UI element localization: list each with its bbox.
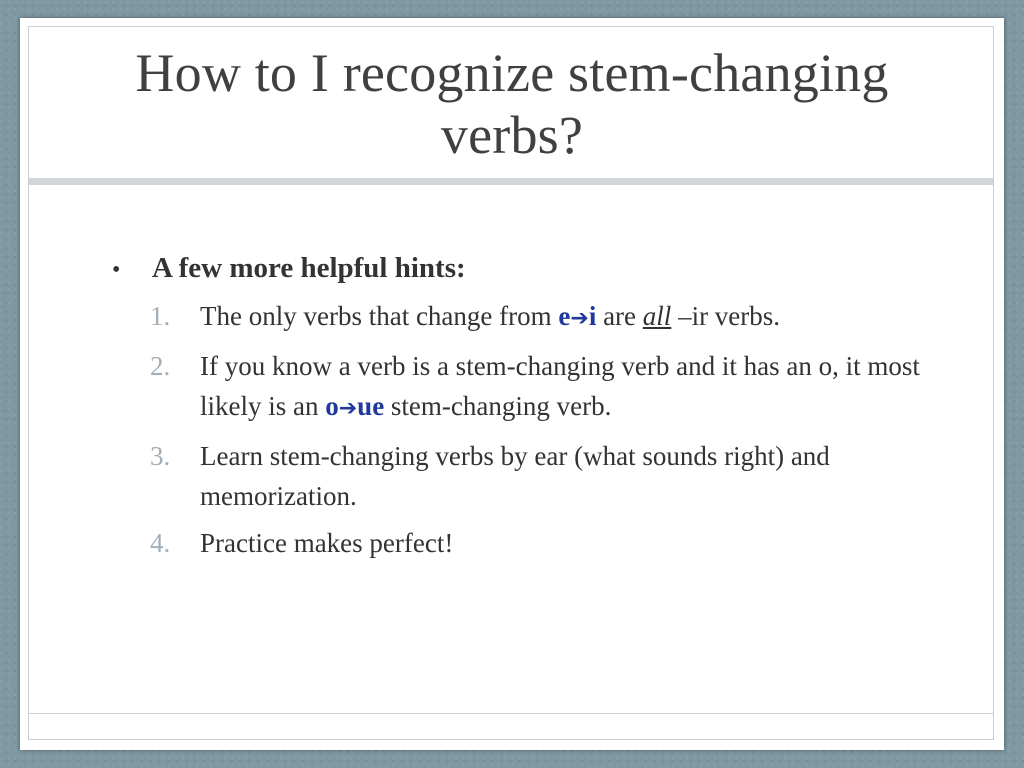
list-number: 4. [150, 528, 171, 558]
list-number: 3. [150, 441, 171, 471]
bullet-dot-icon: • [112, 257, 121, 283]
bullet-text: A few more helpful hints: [152, 252, 466, 284]
list-item-text [200, 346, 940, 429]
slide [20, 18, 1004, 750]
list-item [110, 296, 940, 339]
footer-divider [29, 713, 993, 714]
slide-title: How to I recognize stem-changing verbs? [135, 43, 889, 165]
text-segment: –ir verbs. [671, 301, 781, 331]
hints-list [110, 296, 940, 563]
title-divider [29, 178, 993, 185]
highlight-vowel: i [588, 301, 597, 331]
highlight-vowel: e [558, 301, 571, 331]
list-item-text: Practice makes perfect! [200, 528, 454, 558]
right-arrow-icon: ➔ [338, 396, 358, 421]
highlight-vowel: ue [357, 391, 385, 421]
list-item-text [200, 296, 940, 339]
list-item-text: Learn stem-changing verbs by ear (what sounds right) and memorization. [200, 441, 830, 511]
list-item [110, 436, 940, 516]
text-segment: stem-changing verb. [384, 391, 612, 421]
right-arrow-icon: ➔ [570, 306, 589, 331]
text-segment: If you know a verb is a stem-changing verb and it has an o, it most likely is an [200, 351, 920, 421]
highlight-vowel: o [325, 391, 339, 421]
emphasis-text: all [642, 301, 672, 331]
list-item [110, 346, 940, 429]
list-number: 1. [150, 301, 171, 331]
text-segment: are [596, 301, 643, 331]
list-item [110, 523, 940, 563]
slide-content [110, 248, 940, 570]
list-number: 2. [150, 351, 171, 381]
bullet-item [110, 248, 940, 290]
text-segment: The only verbs that change from [200, 301, 559, 331]
